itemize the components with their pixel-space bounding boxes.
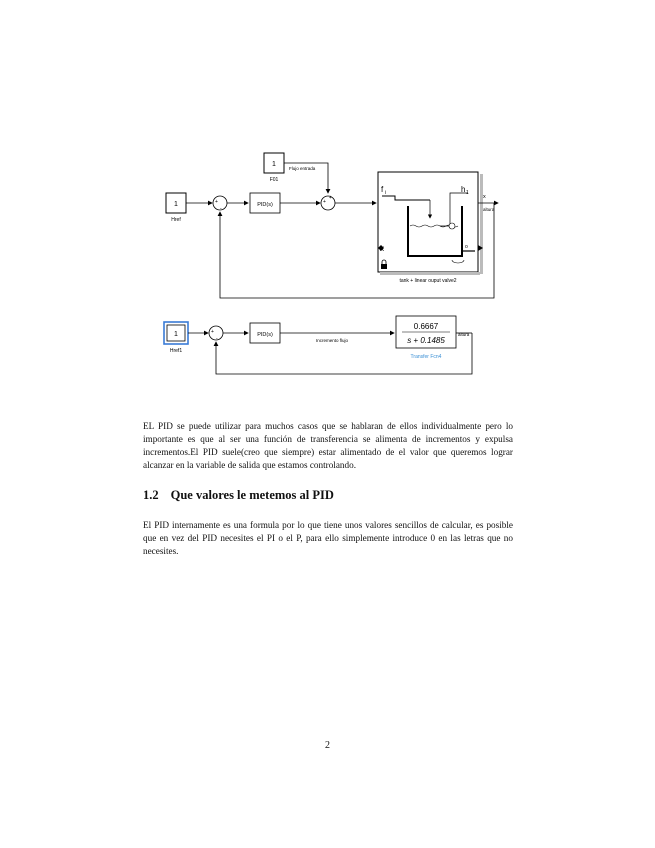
tf-numerator: 0.6667 <box>413 322 439 331</box>
constant-block-f01[interactable] <box>264 153 284 173</box>
sum-sign: + <box>323 199 326 205</box>
paragraph-1: EL PID se puede utilizar para muchos casos que se hablaran de ellos individualmente pero lo importante es que al ser una función de transferencia se alimenta de incrementos y expulsa incrementos.El PID suele(creo que siempre) estar alimentado de el valor que queremos lograr alcanzar en la variable de salida que estamos controlando. <box>143 421 513 470</box>
constant-block-href1[interactable] <box>164 322 188 344</box>
sum-sign: + <box>215 199 218 205</box>
sum-block-1[interactable] <box>213 196 227 212</box>
port-label-fo-sub: o <box>465 244 468 250</box>
signal-label-flujo: Flujo entrada <box>289 166 316 171</box>
paragraph-2: El PID internamente es una formula por lo que tiene unos valores sencillos de calcular, es posible que en vez del PID necesites el PI o el P, para ello simplemente introduce 0 en las letras que no necesites. <box>143 520 513 556</box>
section-heading <box>143 488 334 503</box>
sum-sign: + <box>211 329 214 335</box>
simulink-diagram-tank <box>150 148 510 303</box>
signal-label-incremento: Incremento flujo <box>315 338 349 343</box>
port-label-h-sub: 1 <box>466 190 469 196</box>
pid-label: PID(s) <box>257 332 273 338</box>
port-label-h: h <box>461 185 466 194</box>
constant-value: 1 <box>174 201 178 208</box>
page-number: 2 <box>325 740 330 751</box>
port-label-fi-sub: i <box>385 190 387 196</box>
sum-sign: - <box>216 336 218 342</box>
sum-sign: - <box>220 206 222 212</box>
block-label-href1: Href1 <box>169 348 183 354</box>
output-symbol: x <box>483 194 486 200</box>
output-label: altura <box>483 207 495 212</box>
transfer-function-block[interactable] <box>396 316 456 348</box>
constant-value: 1 <box>174 331 178 338</box>
tf-caption: Transfer Fcn4 <box>410 354 442 360</box>
pid-label: PID(s) <box>257 202 273 208</box>
section-title: Que valores le metemos al PID <box>170 488 334 502</box>
port-label-fi: f <box>381 185 384 194</box>
sum-block-2[interactable] <box>321 195 335 210</box>
block-label-href: Href <box>171 217 181 223</box>
tf-denominator: s + 0.1485 <box>407 336 445 345</box>
tank-subsystem-block[interactable] <box>378 172 483 275</box>
pid-block[interactable] <box>250 193 280 213</box>
pid-block-2[interactable] <box>250 323 280 343</box>
output-label-altura: altura <box>458 332 470 337</box>
simulink-diagram-transfer <box>150 310 490 382</box>
block-label-f01: F01 <box>269 177 279 183</box>
tank-caption: tank + linear ouput valve2 <box>399 278 457 284</box>
section-number: 1.2 <box>143 488 159 502</box>
constant-value: 1 <box>272 161 276 168</box>
sum-block-3[interactable] <box>209 326 223 342</box>
constant-block-href[interactable] <box>166 193 186 213</box>
port-label-fo: f <box>461 241 463 248</box>
sum-sign: + <box>329 195 332 201</box>
